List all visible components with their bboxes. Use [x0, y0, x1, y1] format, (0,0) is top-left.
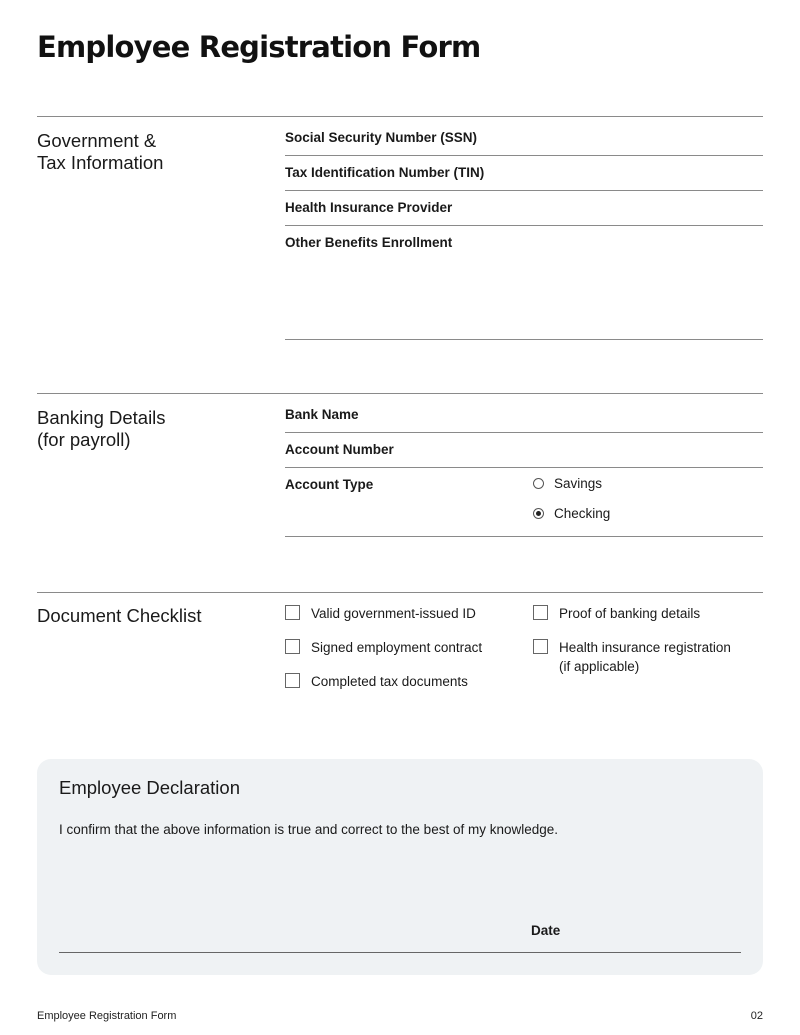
health-insurance-line2: (if applicable) [559, 659, 640, 674]
banking-section-title [37, 407, 166, 451]
checklist-item-banking-proof[interactable] [533, 604, 700, 623]
ssn-field[interactable] [285, 121, 763, 156]
account-type-group [285, 468, 763, 537]
checklist-item-government-id[interactable] [285, 604, 476, 623]
savings-option[interactable] [533, 476, 602, 491]
signature-line[interactable] [59, 952, 741, 953]
section-divider [37, 592, 763, 593]
section-divider [37, 393, 763, 394]
section-divider [37, 116, 763, 117]
checklist-item-health-insurance[interactable] [533, 638, 731, 676]
checklist-item-label: Completed tax documents [311, 674, 468, 689]
declaration-text: I confirm that the above information is true and correct to the best of my knowledge. [59, 822, 559, 837]
government-heading-line1: Government & [37, 130, 157, 151]
checkbox[interactable] [285, 605, 300, 620]
date-label: Date [531, 923, 561, 938]
checking-label: Checking [554, 506, 611, 521]
government-section-title [37, 130, 163, 174]
health-insurance-provider-field[interactable] [285, 191, 763, 226]
checkbox[interactable] [533, 639, 548, 654]
checking-radio[interactable] [533, 508, 544, 519]
footer-title: Employee Registration Form [37, 1010, 177, 1022]
declaration-panel [37, 759, 763, 975]
banking-heading-line2: (for payroll) [37, 429, 131, 450]
checklist-item-label: Proof of banking details [559, 606, 701, 621]
checklist-section-title: Document Checklist [37, 605, 202, 626]
savings-radio[interactable] [533, 478, 544, 489]
savings-label: Savings [554, 476, 603, 491]
page-number: 02 [750, 1010, 763, 1022]
account-number-label: Account Number [285, 442, 394, 457]
checking-option[interactable] [533, 506, 610, 521]
checkbox[interactable] [533, 605, 548, 620]
account-type-label: Account Type [285, 477, 374, 492]
health-insurance-provider-label: Health Insurance Provider [285, 200, 453, 215]
other-benefits-field[interactable] [285, 226, 763, 340]
government-heading-line2: Tax Information [37, 152, 164, 173]
bank-name-field[interactable] [285, 398, 763, 433]
checkbox[interactable] [285, 673, 300, 688]
declaration-title: Employee Declaration [59, 777, 240, 798]
banking-heading-line1: Banking Details [37, 407, 166, 428]
tin-label: Tax Identification Number (TIN) [285, 165, 485, 180]
tin-field[interactable] [285, 156, 763, 191]
checklist-item-label: Valid government-issued ID [311, 606, 476, 621]
bank-name-label: Bank Name [285, 407, 359, 422]
health-insurance-line1: Health insurance registration [559, 640, 731, 655]
checklist-item-label [559, 638, 731, 676]
checkbox[interactable] [285, 639, 300, 654]
checklist-item-employment-contract[interactable] [285, 638, 482, 657]
other-benefits-label: Other Benefits Enrollment [285, 235, 453, 250]
ssn-label: Social Security Number (SSN) [285, 130, 478, 145]
account-number-field[interactable] [285, 433, 763, 468]
checklist-item-label: Signed employment contract [311, 640, 483, 655]
checklist-item-tax-documents[interactable] [285, 672, 468, 691]
page-title: Employee Registration Form [37, 30, 481, 64]
